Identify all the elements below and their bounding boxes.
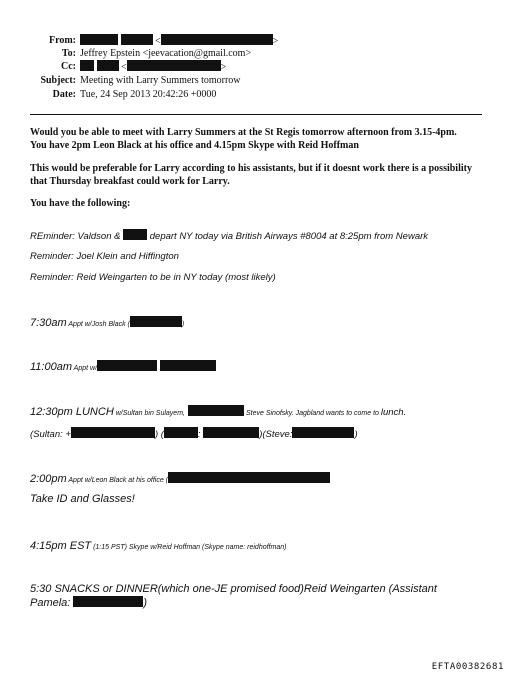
to-label: To: xyxy=(61,48,76,59)
schedule-item-530-cont: Pamela: ) xyxy=(30,597,148,609)
date-value: Tue, 24 Sep 2013 20:42:26 +0000 xyxy=(80,89,217,100)
schedule-item-530: 5:30 SNACKS or DINNER(which one-JE promised food)Reid Weingarten (Assistant xyxy=(30,583,437,595)
redaction xyxy=(130,316,182,327)
time: 12:30pm LUNCH xyxy=(30,406,114,418)
paragraph-1: Would you be able to meet with Larry Summers at the St Regis tomorrow afternoon from 3.15-4pm. You have 2pm Leon Black at his office and 4.15pm Skype with Reid Hoffman xyxy=(30,127,457,151)
redaction xyxy=(73,596,143,607)
schedule-item-1230: 12:30pm LUNCH w/Sultan bin Sulayem, Steve Sinofsky. Jagbland wants to come to lunch. xyxy=(30,406,407,418)
schedule-item-200: 2:00pm Appt w/Leon Black at his office ( xyxy=(30,472,330,485)
redaction xyxy=(97,60,119,71)
cc-value: < > xyxy=(80,60,226,74)
redaction xyxy=(161,34,273,45)
from-value: < > xyxy=(80,34,278,48)
cc-label: Cc: xyxy=(61,61,76,72)
to-value: Jeffrey Epstein <jeevacation@gmail.com> xyxy=(80,48,252,59)
redaction xyxy=(80,60,94,71)
time: 7:30am xyxy=(30,317,67,329)
time: 4:15pm EST xyxy=(30,540,92,552)
redaction xyxy=(123,229,147,240)
redaction xyxy=(160,360,216,371)
paragraph-2: This would be preferable for Larry according to his assistants, but if it doesnt work there is a possibility that Thursday breakfast could work for Larry. xyxy=(30,163,472,187)
redaction xyxy=(164,427,198,438)
time: 11:00am xyxy=(30,361,72,373)
redaction xyxy=(121,34,153,45)
subject-label: Subject: xyxy=(40,75,76,86)
redaction xyxy=(127,60,221,71)
redaction xyxy=(80,34,118,45)
time: 2:00pm xyxy=(30,473,67,485)
subject-value: Meeting with Larry Summers tomorrow xyxy=(80,75,241,86)
paragraph-3: You have the following: xyxy=(30,198,131,209)
redaction xyxy=(97,360,157,371)
reminder-2: Reminder: Joel Klein and Hiffington xyxy=(30,251,179,262)
schedule-item-415: 4:15pm EST (1:15 PST) Skype w/Reid Hoffman (Skype name: reidhoffman) xyxy=(30,540,287,552)
reminder-1: REminder: Valdson & depart NY today via British Airways #8004 at 8:25pm from Newark xyxy=(30,231,429,242)
from-label: From: xyxy=(48,35,76,46)
schedule-item-1230-contacts: (Sultan: + ) ( : )(Steve: ) xyxy=(30,429,358,440)
schedule-item-1100: 11:00am Appt w/ xyxy=(30,360,216,373)
redaction xyxy=(71,427,155,438)
date-label: Date: xyxy=(52,89,76,100)
redaction xyxy=(168,472,330,483)
header-divider xyxy=(30,114,482,115)
schedule-note: Take ID and Glasses! xyxy=(30,493,135,505)
redaction xyxy=(188,405,244,416)
redaction xyxy=(203,427,259,438)
reminder-3: Reminder: Reid Weingarten to be in NY today (most likely) xyxy=(30,272,276,283)
schedule-item-730: 7:30am Appt w/Josh Black ( ) xyxy=(30,317,185,329)
redaction xyxy=(292,427,354,438)
document-id: EFTA00382681 xyxy=(431,662,504,672)
